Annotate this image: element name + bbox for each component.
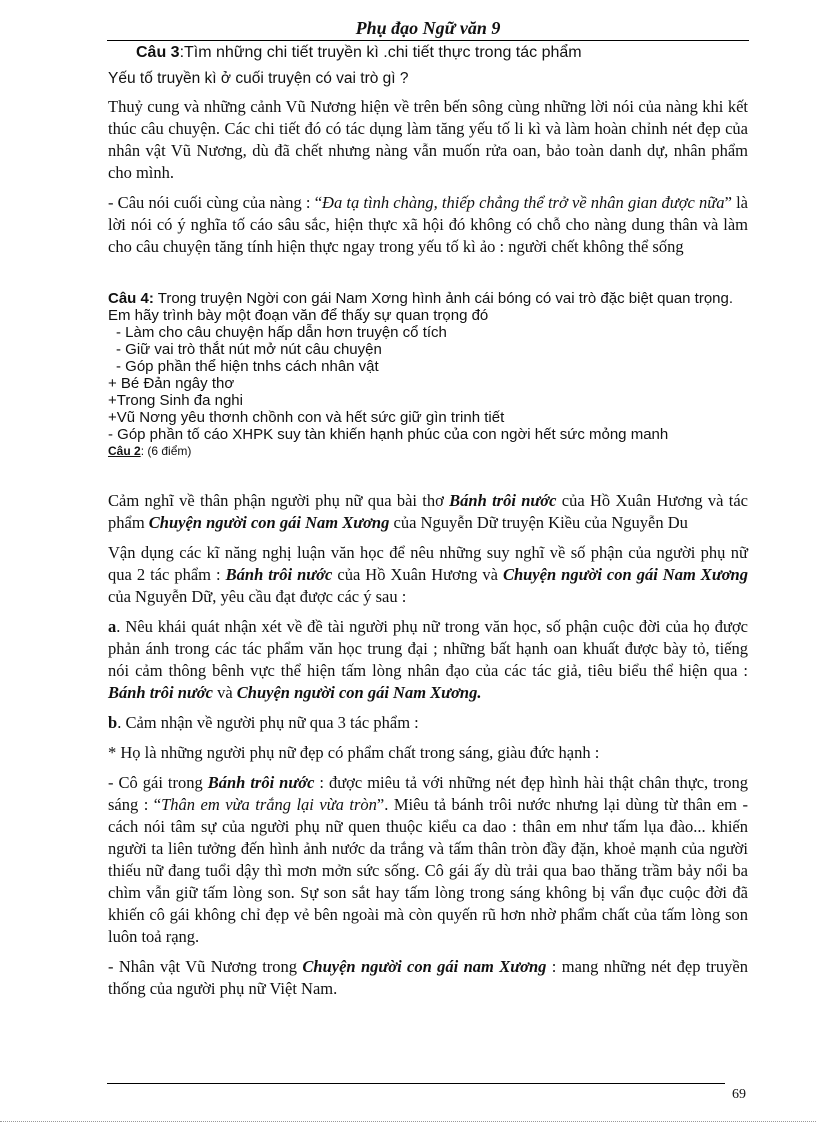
page-number: 69 (732, 1087, 746, 1102)
question-4-item: - Góp phần tố cáo XHPK suy tàn khiến hạnh phúc của con ngời hết sức mỏng manh (108, 426, 669, 443)
question-4-item: + Bé Đản ngây thơ (108, 375, 235, 392)
question-4-item: +Vũ Nơng yêu thơnh chồnh con và hết sức giữ gìn trinh tiết (108, 409, 505, 426)
essay-point-b (108, 712, 748, 734)
poem-quote: Thân em vừa trắng lại vừa tròn (161, 795, 377, 814)
essay-topic (108, 490, 748, 534)
work-title: Bánh trôi nước (108, 683, 213, 702)
question-3-label: Câu 3 (136, 44, 180, 61)
point-b-text: . Cảm nhận về người phụ nữ qua 3 tác phẩm : (117, 713, 419, 732)
point-a-text: và (212, 683, 237, 702)
girl-text: : được miêu tả với những nét đẹp hình hài thật chân thực, trong sáng : “ (108, 773, 748, 814)
question-3-text: :Tìm những chi tiết truyền kì .chi tiết thực trong tác phẩm (179, 44, 582, 61)
requirement-text: của Hồ Xuân Hương và (332, 565, 503, 584)
page-header-title: Phụ đạo Ngữ văn 9 (355, 18, 501, 38)
question-4-intro (108, 290, 748, 324)
topic-text: của Nguyễn Dữ truyện Kiều của Nguyễn Du (389, 513, 688, 532)
question-2-points: : (6 điểm) (140, 444, 192, 458)
topic-text: Cảm nghĩ về thân phận người phụ nữ qua bài thơ (108, 491, 450, 510)
question-4-item: - Giữ vai trò thắt nút mở nút câu chuyện (116, 341, 382, 358)
essay-section (108, 490, 748, 1008)
requirement-text: của Nguyễn Dữ, yêu cầu đạt được các ý sau : (108, 587, 407, 606)
work-title: Chuyện người con gái Nam Xương. (236, 683, 482, 702)
question-2-label-text: Câu 2 (108, 444, 141, 458)
footer-rule (107, 1083, 725, 1084)
essay-point-a (108, 616, 748, 704)
quote-intro: - Câu nói cuối cùng của nàng : “ (108, 193, 323, 212)
quote-text: Đa tạ tình chàng, thiếp chẳng thể trở về nhân gian được nữa (322, 193, 725, 212)
question-3-section (108, 42, 748, 266)
essay-vu-nuong-paragraph (108, 956, 748, 1000)
quote-continuation: ” là lời nói có ý nghĩa tố cáo sâu sắc, hiện thực xã hội đó không có chỗ cho nàng dung thân và làm cho câu chuyện tăng tính hiện thực ngay trong yếu tố kì ảo : người chết không thể sống (108, 193, 748, 256)
vu-nuong-text: - Nhân vật Vũ Nương trong (108, 957, 303, 976)
essay-star-point: * Họ là những người phụ nữ đẹp có phẩm chất trong sáng, giàu đức hạnh : (108, 743, 600, 762)
essay-requirement (108, 542, 748, 608)
work-title: Chuyện người con gái Nam Xương (502, 565, 748, 584)
header-rule (107, 40, 749, 41)
question-3-subquestion: Yếu tố truyền kì ở cuối truyện có vai trò gì ? (108, 70, 409, 87)
work-title: Chuyện người con gái nam Xương (302, 957, 547, 976)
point-b-label: b (108, 713, 118, 732)
point-a-label: a (108, 617, 117, 636)
page-bottom-border (0, 1121, 816, 1122)
question-4-item: +Trong Sinh đa nghi (108, 392, 243, 409)
work-title: Bánh trôi nước (225, 565, 333, 584)
girl-text: - Cô gái trong (108, 773, 208, 792)
work-title: Chuyện người con gái Nam Xương (148, 513, 390, 532)
requirement-text: Vận dụng các kĩ năng nghị luận văn học để nêu những suy nghĩ về số phận của người phụ nữ qua 2 tác phẩm : (108, 543, 748, 584)
question-3-heading (108, 42, 748, 64)
question-4-item: - Làm cho câu chuyện hấp dẫn hơn truyện cổ tích (116, 324, 447, 341)
question-3-answer-paragraph: Thuỷ cung và những cảnh Vũ Nương hiện về trên bến sông cùng những lời nói của nàng khi kết thúc câu chuyện. Các chi tiết đó có tác dụng làm tăng yếu tố li kì và làm hoàn chỉnh nét đẹp của nhân vật Vũ Nương, dù đã chết nhưng nàng vẫn muốn rửa oan, bảo toàn danh dự, nhân phẩm cho mình. (108, 97, 748, 182)
question-4-section (108, 290, 748, 460)
topic-text: của Hồ Xuân Hương và tác phẩm (108, 491, 748, 532)
question-2-label (108, 443, 748, 460)
work-title: Bánh trôi nước (449, 491, 557, 510)
question-4-item: - Góp phần thể hiện tnhs cách nhân vật (116, 358, 379, 375)
vu-nuong-text: : mang những nét đẹp truyền thống của người phụ nữ Việt Nam. (108, 957, 748, 998)
question-4-text: Trong truyện Ngời con gái Nam Xơng hình ảnh cái bóng có vai trò đặc biệt quan trọng. Em hãy trình bày một đoạn văn để thấy sự quan trọng đó (108, 290, 734, 324)
girl-text: ”. Miêu tả bánh trôi nước nhưng lại dùng từ thân em - cách nói tâm sự của người phụ nữ quen thuộc kiểu ca dao : thân em như tấm lụa đào... khiến người ta liên tưởng đến hình ảnh nước da trắng và tấm thân tròn đầy đặn, khoẻ mạnh của người thiếu nữ đang tuổi dậy thì mơn mởn sức sống. Cô gái ấy dù trải qua bao thăng trầm bảy nổi ba chìm vẫn giữ tấm lòng son. Sự son sắt hay tấm lòng trong sáng không bị vẩn đục cuộc đời đã khiến cô gái không chỉ đẹp vẻ bên ngoài mà còn quyến rũ hơn nhờ phẩm chất của tấm lòng son luôn toả rạng. (108, 795, 748, 946)
work-title: Bánh trôi nước (207, 773, 315, 792)
question-4-label: Câu 4: (108, 290, 154, 307)
essay-girl-paragraph (108, 772, 748, 948)
question-3-quote-paragraph (108, 192, 748, 258)
point-a-text: . Nêu khái quát nhận xét về đề tài người phụ nữ trong văn học, số phận cuộc đời của họ được phản ánh trong các tác phẩm văn học trung đại ; những bất hạnh oan khuất được bày tỏ, tiếng nói cảm thông bênh vực thể hiện tấm lòng nhân đạo của các tác giả, tiêu biểu thể hiện qua : (108, 617, 748, 680)
